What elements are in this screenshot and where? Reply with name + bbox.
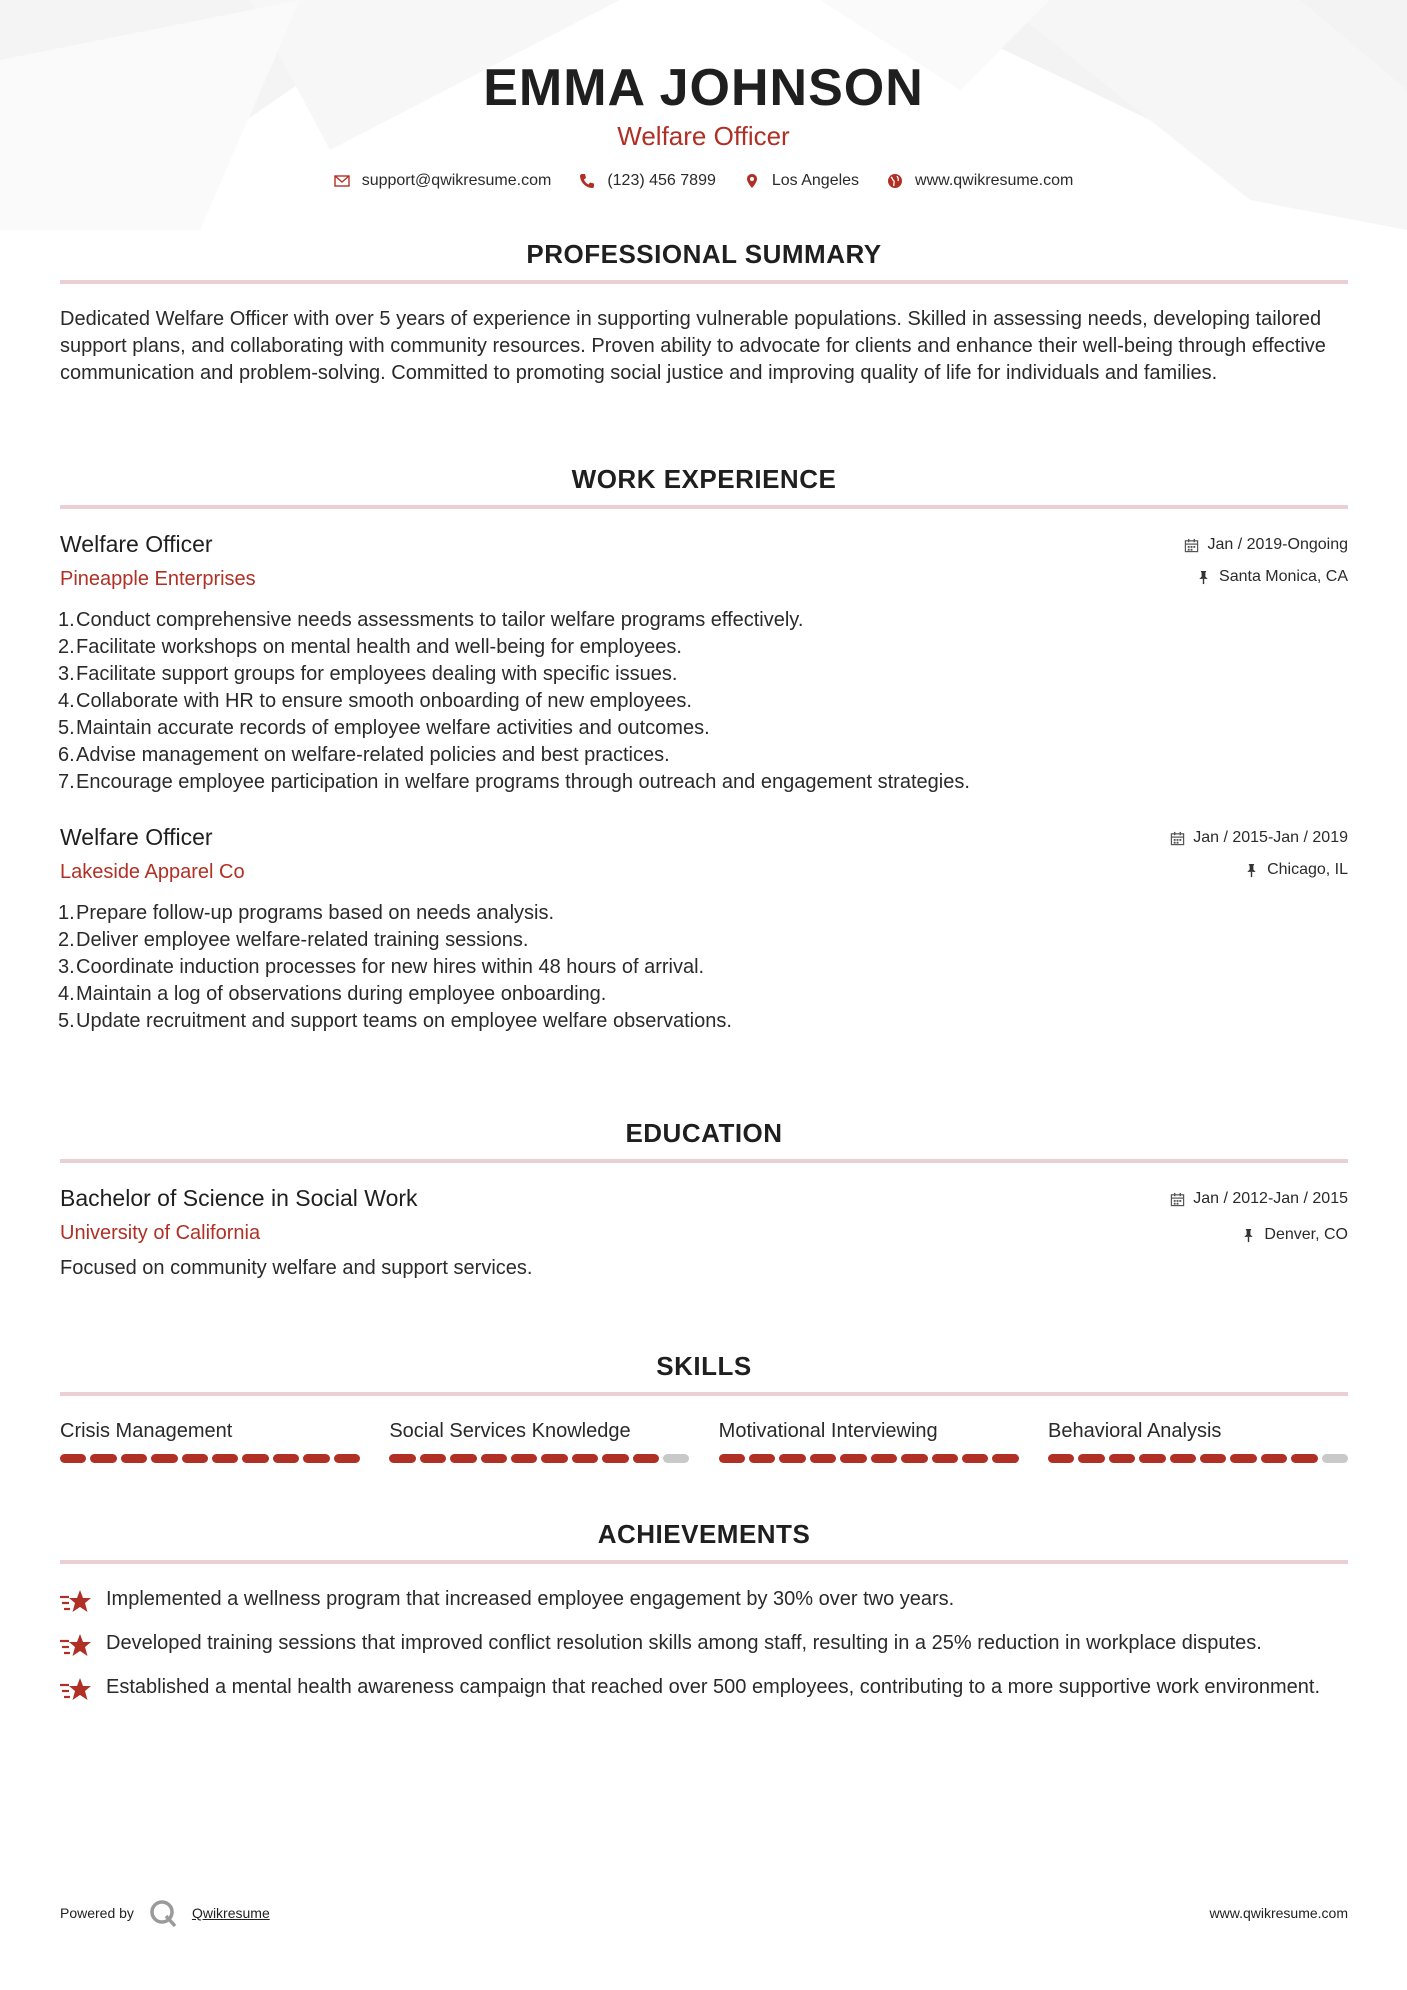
education-dates [1170, 1189, 1348, 1209]
experience-heading: WORK EXPERIENCE [571, 464, 837, 494]
star-icon [60, 1588, 92, 1616]
section-divider [60, 1392, 1348, 1396]
skill-level-bar [719, 1454, 1019, 1463]
list-item: 2. Facilitate workshops on mental health and well-being for employees. [58, 636, 682, 658]
achievements-heading: ACHIEVEMENTS [597, 1519, 811, 1549]
list-item: 1. Prepare follow-up programs based on needs analysis. [58, 902, 555, 924]
skill-level-bar [389, 1454, 689, 1463]
powered-by [60, 1898, 270, 1928]
list-item: 4. Maintain a log of observations during employee onboarding. [58, 983, 607, 1005]
skill-level-segment-filled [572, 1454, 598, 1463]
envelope-icon [334, 173, 350, 189]
qwikresume-link[interactable]: Qwikresume [191, 1905, 270, 1921]
skill-item [60, 1418, 360, 1463]
skills-heading: SKILLS [656, 1351, 752, 1381]
skill-name: Social Services Knowledge [389, 1420, 631, 1442]
contact-location-text: Los Angeles [771, 172, 860, 189]
list-item: 5. Update recruitment and support teams on employee welfare observations. [58, 1010, 732, 1032]
list-item: 7. Encourage employee participation in welfare programs through outreach and engagement strategies. [58, 771, 970, 793]
achievement-text: Developed training sessions that improved conflict resolution skills among staff, resulting in a 25% reduction in workplace disputes. [106, 1632, 1262, 1654]
skills-list [60, 1418, 1348, 1463]
map-pin-icon [744, 173, 760, 189]
skill-level-segment-filled [121, 1454, 147, 1463]
skill-level-segment-filled [962, 1454, 988, 1463]
skill-level-segment-filled [932, 1454, 958, 1463]
education-section [60, 1117, 1348, 1282]
education-degree: Bachelor of Science in Social Work [60, 1185, 418, 1211]
skill-level-segment-filled [633, 1454, 659, 1463]
summary-text: Dedicated Welfare Officer with over 5 years of experience in supporting vulnerable populations. Skilled in assessing needs, developing tailored support plans, and collaborating with community resources. Proven ability to advocate for clients and enhance their well-being through effective communication and problem-solving. Committed to promoting social justice and improving quality of life for individuals and families. [60, 308, 1326, 384]
skill-name: Behavioral Analysis [1047, 1420, 1222, 1442]
contact-bar [0, 172, 1407, 190]
contact-phone[interactable] [579, 172, 716, 190]
skill-level-segment-filled [511, 1454, 537, 1463]
job-entry [60, 822, 1348, 1035]
section-divider [60, 1560, 1348, 1564]
achievement-item [60, 1586, 1348, 1616]
calendar-icon [1184, 538, 1199, 553]
education-entry [60, 1183, 1348, 1282]
education-heading: EDUCATION [625, 1118, 783, 1148]
page-footer [60, 1898, 1348, 1928]
job-dates [1170, 828, 1348, 848]
powered-by-label: Powered by [60, 1905, 134, 1921]
qwikresume-logo-icon [148, 1898, 178, 1928]
skill-level-segment-filled [334, 1454, 360, 1463]
calendar-icon [1170, 831, 1185, 846]
skill-item [1048, 1418, 1348, 1463]
contact-phone-text: (123) 456 7899 [607, 172, 716, 189]
list-item: 3. Coordinate induction processes for new hires within 48 hours of arrival. [58, 956, 705, 978]
skill-level-segment-filled [1139, 1454, 1165, 1463]
achievements-section [60, 1518, 1348, 1704]
phone-icon [579, 173, 595, 189]
job-dates-text: Jan / 2015-Jan / 2019 [1193, 829, 1348, 846]
skill-level-segment-filled [992, 1454, 1018, 1463]
skill-level-bar [1048, 1454, 1348, 1463]
resume-header [0, 56, 1407, 152]
pushpin-icon [1241, 1228, 1256, 1243]
skill-level-segment-empty [663, 1454, 689, 1463]
skill-name: Crisis Management [60, 1420, 233, 1442]
skill-level-segment-filled [719, 1454, 745, 1463]
skill-level-segment-empty [1322, 1454, 1348, 1463]
contact-website[interactable] [887, 172, 1073, 190]
contact-email-text: support@qwikresume.com [361, 172, 552, 189]
education-note: Focused on community welfare and support services. [60, 1257, 533, 1279]
skill-level-segment-filled [1109, 1454, 1135, 1463]
education-location-text: Denver, CO [1264, 1226, 1348, 1243]
list-item: 2. Deliver employee welfare-related training sessions. [58, 929, 529, 951]
education-dates-text: Jan / 2012-Jan / 2015 [1193, 1190, 1348, 1207]
job-location [1184, 567, 1348, 587]
skill-level-segment-filled [389, 1454, 415, 1463]
skill-level-segment-filled [450, 1454, 476, 1463]
skill-level-segment-filled [749, 1454, 775, 1463]
achievement-text: Implemented a wellness program that increased employee engagement by 30% over two years. [106, 1588, 955, 1610]
skill-level-segment-filled [182, 1454, 208, 1463]
skill-level-segment-filled [541, 1454, 567, 1463]
education-school: University of California [60, 1222, 261, 1244]
list-item: 5. Maintain accurate records of employee welfare activities and outcomes. [58, 717, 710, 739]
job-entry [60, 529, 1348, 796]
list-item: 6. Advise management on welfare-related policies and best practices. [58, 744, 670, 766]
pushpin-icon [1244, 863, 1259, 878]
skill-level-segment-filled [151, 1454, 177, 1463]
job-company: Lakeside Apparel Co [60, 861, 245, 883]
skill-level-segment-filled [779, 1454, 805, 1463]
calendar-icon [1170, 1192, 1185, 1207]
job-dates [1184, 535, 1348, 555]
skill-item [389, 1418, 689, 1463]
skill-level-segment-filled [1200, 1454, 1226, 1463]
skill-level-segment-filled [840, 1454, 866, 1463]
summary-heading: PROFESSIONAL SUMMARY [526, 239, 882, 269]
skill-level-segment-filled [273, 1454, 299, 1463]
skill-level-bar [60, 1454, 360, 1463]
contact-website-text: www.qwikresume.com [915, 172, 1074, 189]
skill-level-segment-filled [1078, 1454, 1104, 1463]
job-company: Pineapple Enterprises [60, 568, 256, 590]
section-divider [60, 1159, 1348, 1163]
pushpin-icon [1196, 570, 1211, 585]
skill-level-segment-filled [1048, 1454, 1074, 1463]
job-bullets [60, 607, 1348, 796]
skill-level-segment-filled [90, 1454, 116, 1463]
education-location [1170, 1225, 1348, 1245]
star-icon [60, 1632, 92, 1660]
achievement-text: Established a mental health awareness campaign that reached over 500 employees, contributing to a more supportive work environment. [106, 1676, 1321, 1698]
star-icon [60, 1676, 92, 1704]
contact-email[interactable] [334, 172, 552, 190]
skill-level-segment-filled [212, 1454, 238, 1463]
contact-location [744, 172, 859, 190]
skill-level-segment-filled [602, 1454, 628, 1463]
job-role: Welfare Officer [60, 531, 213, 557]
skill-level-segment-filled [60, 1454, 86, 1463]
skill-level-segment-filled [1261, 1454, 1287, 1463]
skills-section [60, 1350, 1348, 1463]
skill-level-segment-filled [242, 1454, 268, 1463]
skill-level-segment-filled [1170, 1454, 1196, 1463]
skill-level-segment-filled [303, 1454, 329, 1463]
achievement-item [60, 1630, 1348, 1660]
job-location-text: Santa Monica, CA [1219, 568, 1348, 585]
candidate-name: EMMA JOHNSON [483, 59, 924, 117]
skill-level-segment-filled [1230, 1454, 1256, 1463]
skill-level-segment-filled [871, 1454, 897, 1463]
skill-level-segment-filled [420, 1454, 446, 1463]
skill-level-segment-filled [481, 1454, 507, 1463]
skill-level-segment-filled [1291, 1454, 1317, 1463]
job-dates-text: Jan / 2019-Ongoing [1207, 536, 1348, 553]
footer-website-link[interactable]: www.qwikresume.com [1209, 1905, 1348, 1921]
section-divider [60, 505, 1348, 509]
candidate-title: Welfare Officer [617, 121, 790, 151]
skill-level-segment-filled [810, 1454, 836, 1463]
skill-item [719, 1418, 1019, 1463]
list-item: 1. Conduct comprehensive needs assessments to tailor welfare programs effectively. [58, 609, 804, 631]
job-location [1170, 860, 1348, 880]
summary-section [60, 238, 1348, 387]
skill-level-segment-filled [901, 1454, 927, 1463]
job-location-text: Chicago, IL [1267, 861, 1348, 878]
globe-icon [887, 173, 903, 189]
job-bullets [60, 900, 1348, 1035]
list-item: 3. Facilitate support groups for employees dealing with specific issues. [58, 663, 678, 685]
section-divider [60, 280, 1348, 284]
job-role: Welfare Officer [60, 824, 213, 850]
achievement-item [60, 1674, 1348, 1704]
skill-name: Motivational Interviewing [718, 1420, 938, 1442]
experience-section [60, 463, 1348, 1035]
list-item: 4. Collaborate with HR to ensure smooth onboarding of new employees. [58, 690, 692, 712]
achievements-list [60, 1586, 1348, 1704]
